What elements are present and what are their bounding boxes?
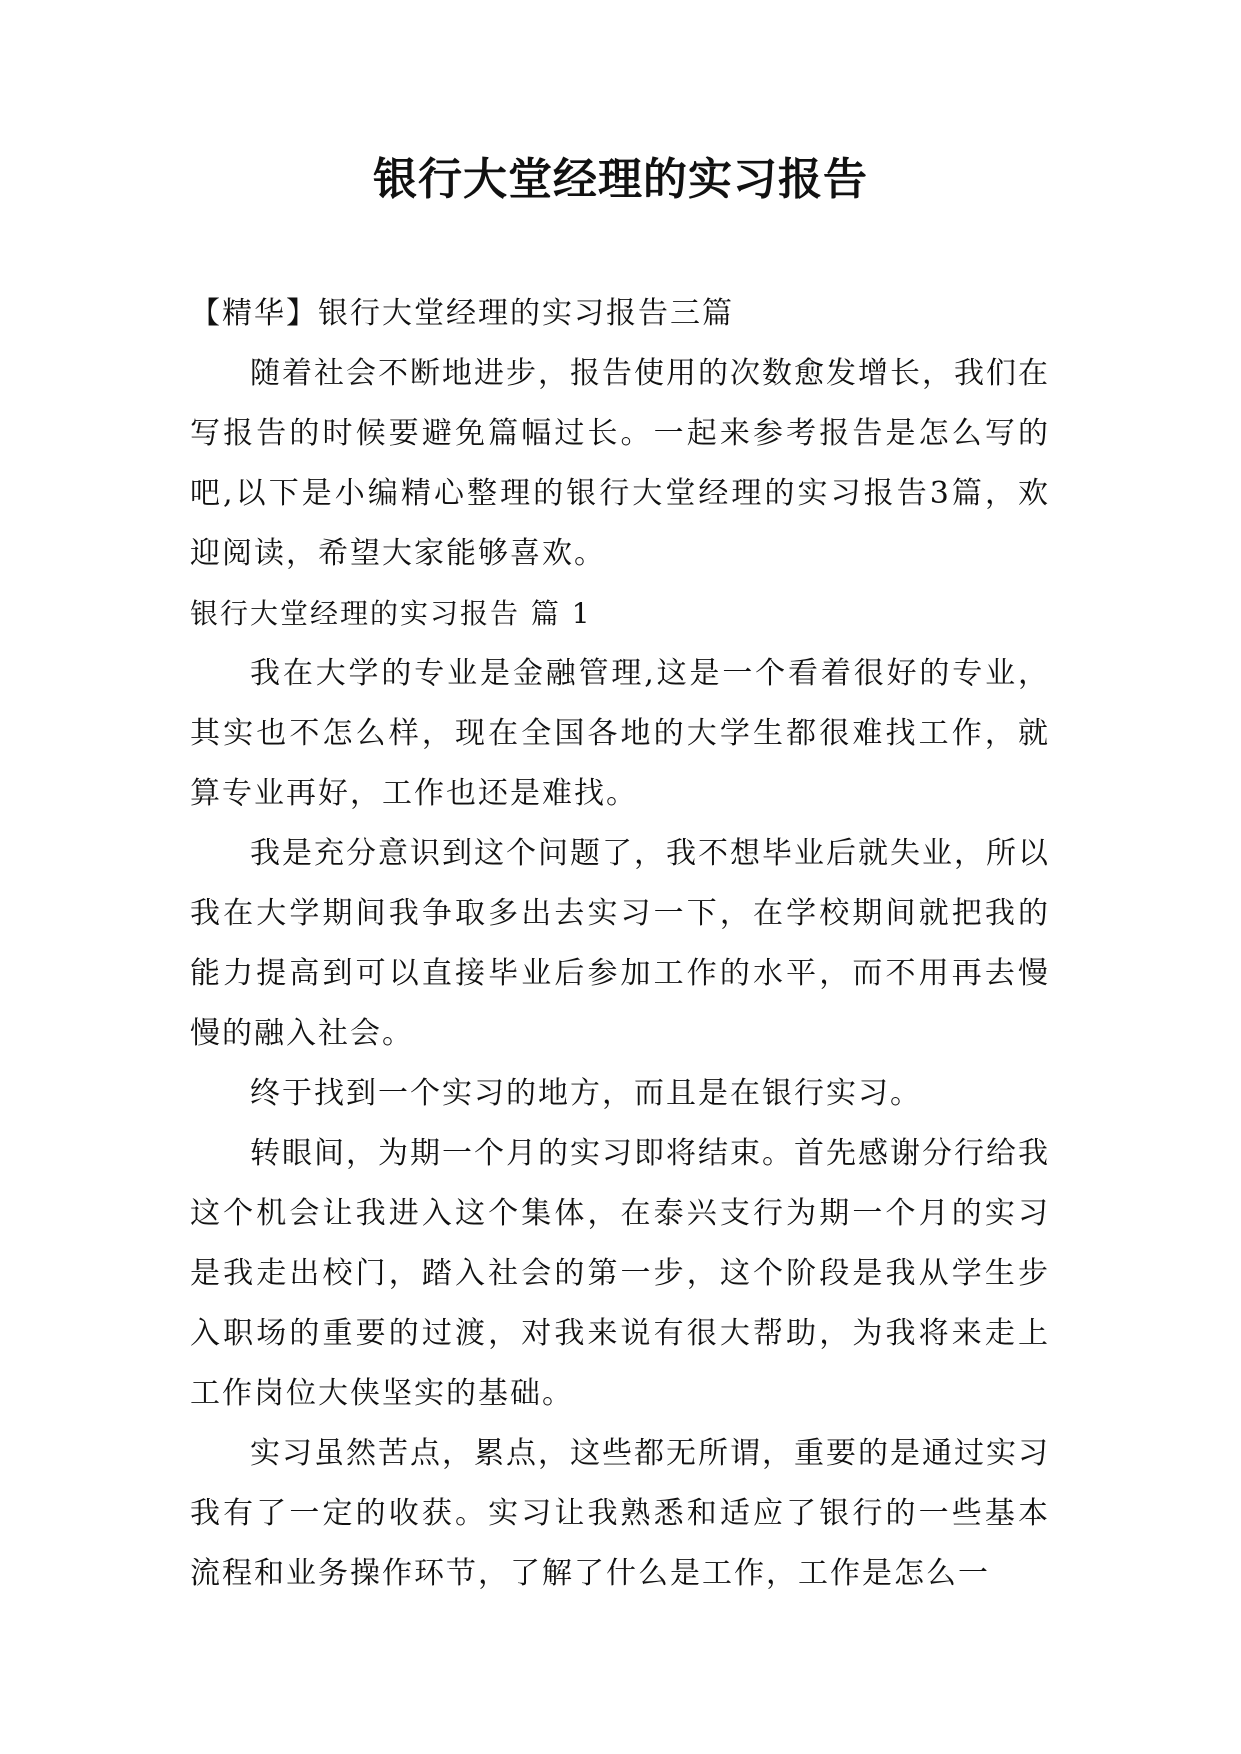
document-title: 银行大堂经理的实习报告 — [373, 154, 868, 205]
document-body — [190, 284, 1050, 1604]
intro-paragraph: 随着社会不断地进步，报告使用的次数愈发增长，我们在写报告的时候要避免篇幅过长。一起来参考报告是怎么写的吧,以下是小编精心整理的银行大堂经理的实习报告3篇，欢迎阅读，希望大家能够喜欢。 — [190, 356, 1050, 571]
body-paragraph: 终于找到一个实习的地方，而且是在银行实习。 — [250, 1076, 922, 1111]
section-heading: 银行大堂经理的实习报告 篇 1 — [190, 597, 592, 630]
body-paragraph: 我是充分意识到这个问题了，我不想毕业后就失业，所以我在大学期间我争取多出去实习一下，在学校期间就把我的能力提高到可以直接毕业后参加工作的水平，而不用再去慢慢的融入社会。 — [190, 836, 1050, 1051]
document-subtitle: 【精华】银行大堂经理的实习报告三篇 — [190, 296, 734, 331]
body-paragraph: 实习虽然苦点，累点，这些都无所谓，重要的是通过实习我有了一定的收获。实习让我熟悉和适应了银行的一些基本流程和业务操作环节，了解了什么是工作，工作是怎么一 — [190, 1436, 1050, 1591]
body-paragraph: 我在大学的专业是金融管理,这是一个看着很好的专业，其实也不怎么样，现在全国各地的大学生都很难找工作，就算专业再好，工作也还是难找。 — [190, 656, 1050, 811]
body-paragraph: 转眼间，为期一个月的实习即将结束。首先感谢分行给我这个机会让我进入这个集体，在泰兴支行为期一个月的实习是我走出校门，踏入社会的第一步，这个阶段是我从学生步入职场的重要的过渡，对我来说有很大帮助，为我将来走上工作岗位大侠坚实的基础。 — [190, 1136, 1050, 1411]
